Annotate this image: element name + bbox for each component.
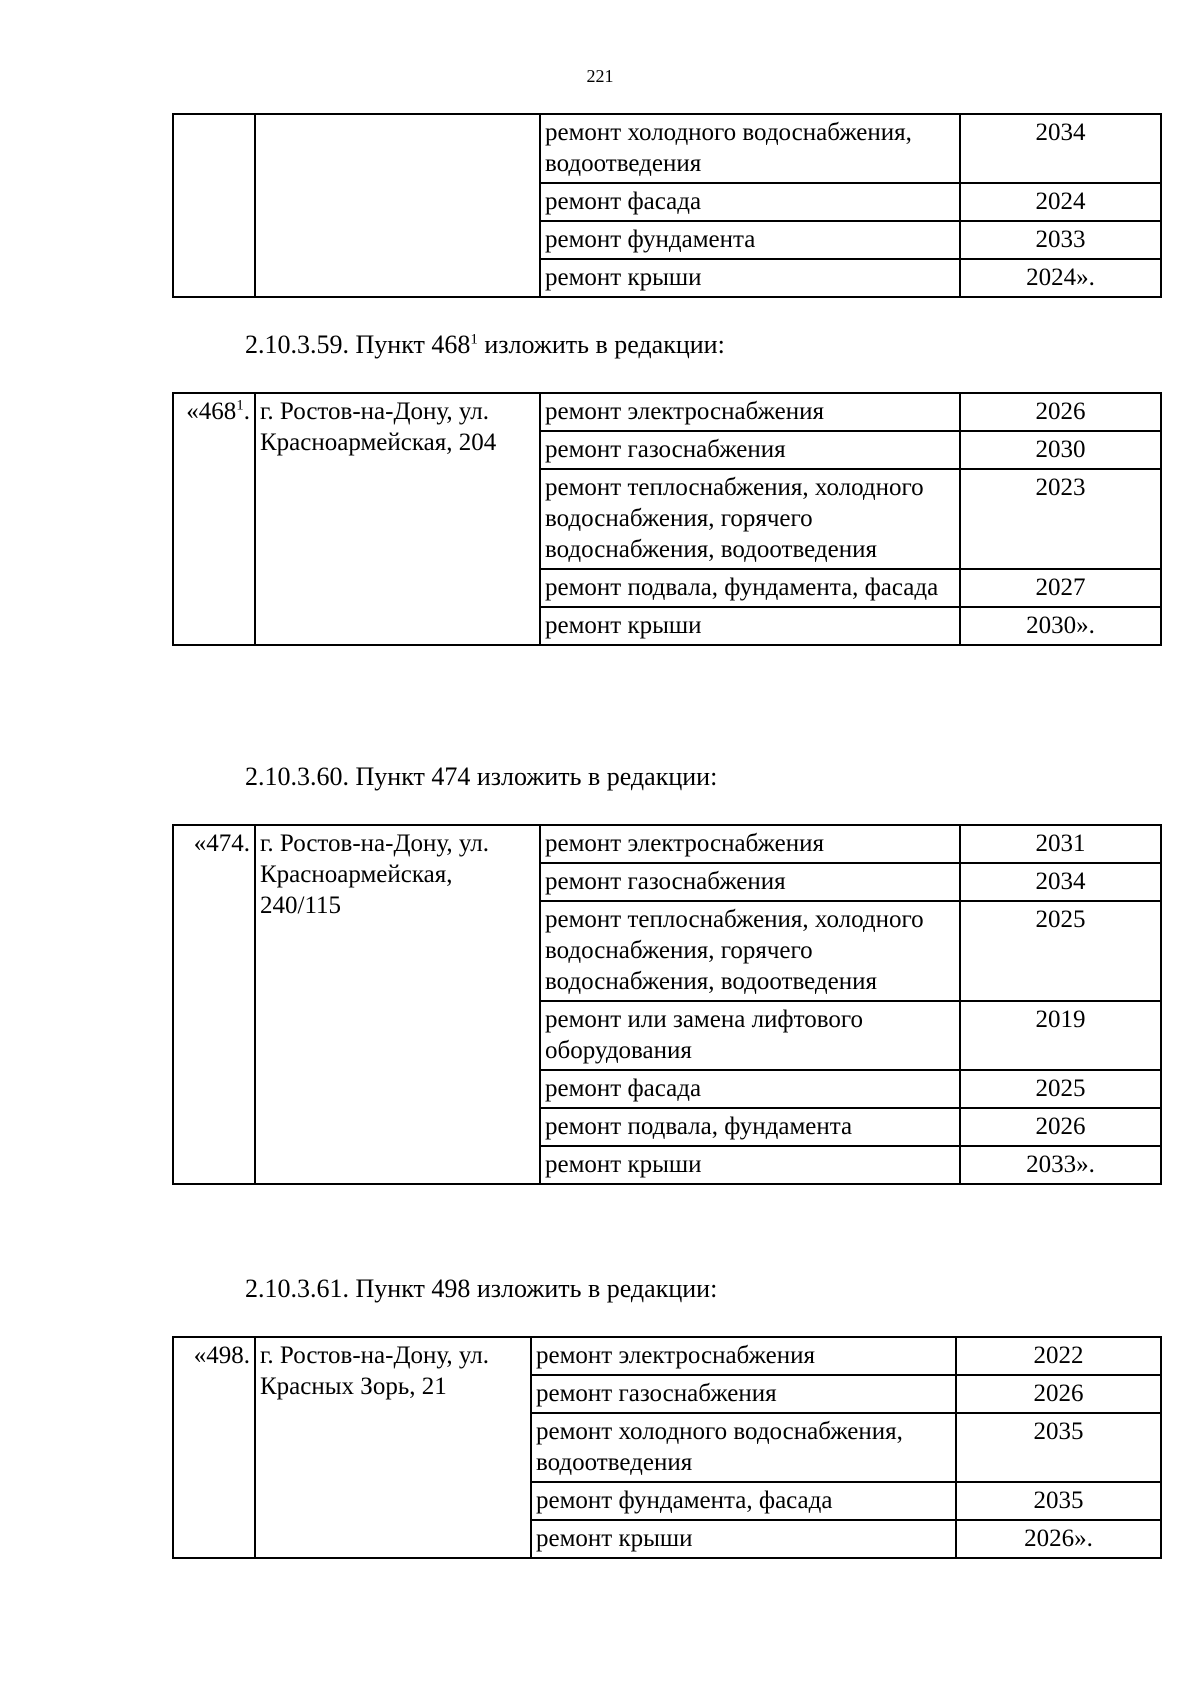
item-number-cell bbox=[173, 114, 255, 297]
year-cell: 2030 bbox=[960, 431, 1161, 469]
work-cell: ремонт электроснабжения bbox=[540, 393, 960, 431]
work-cell: ремонт электроснабжения bbox=[540, 825, 960, 863]
work-cell: ремонт крыши bbox=[540, 259, 960, 297]
heading-text: 2.10.3.59. Пункт 468 bbox=[245, 330, 471, 359]
year-cell: 2034 bbox=[960, 114, 1161, 183]
year-cell: 2019 bbox=[960, 1001, 1161, 1070]
table-item-474 bbox=[172, 824, 1162, 1185]
year-cell: 2025 bbox=[960, 1070, 1161, 1108]
year-cell: 2022 bbox=[956, 1337, 1161, 1375]
year-cell: 2031 bbox=[960, 825, 1161, 863]
year-cell: 2026 bbox=[960, 1108, 1161, 1146]
year-cell: 2026». bbox=[956, 1520, 1161, 1558]
table-item-468-1 bbox=[172, 392, 1162, 646]
item-number-cell: «498. bbox=[173, 1337, 255, 1558]
superscript: 1 bbox=[470, 331, 478, 348]
work-cell: ремонт подвала, фундамента, фасада bbox=[540, 569, 960, 607]
work-cell: ремонт электроснабжения bbox=[531, 1337, 956, 1375]
year-cell: 2030». bbox=[960, 607, 1161, 645]
work-cell: ремонт фундамента, фасада bbox=[531, 1482, 956, 1520]
table-row bbox=[173, 393, 1161, 431]
work-cell: ремонт или замена лифтового оборудования bbox=[540, 1001, 960, 1070]
table-row bbox=[173, 114, 1161, 183]
item-number: . bbox=[243, 398, 250, 425]
year-cell: 2023 bbox=[960, 469, 1161, 569]
section-heading: 2.10.3.60. Пункт 474 изложить в редакции: bbox=[245, 762, 718, 791]
work-cell: ремонт холодного водоснабжения, водоотведения bbox=[540, 114, 960, 183]
year-cell: 2033». bbox=[960, 1146, 1161, 1184]
work-cell: ремонт крыши bbox=[531, 1520, 956, 1558]
year-cell: 2025 bbox=[960, 901, 1161, 1001]
table-item-498 bbox=[172, 1336, 1162, 1559]
work-cell: ремонт фасада bbox=[540, 1070, 960, 1108]
superscript: 1 bbox=[236, 397, 244, 414]
section-heading: 2.10.3.61. Пункт 498 изложить в редакции: bbox=[245, 1274, 718, 1303]
work-cell: ремонт теплоснабжения, холодного водоснабжения, горячего водоснабжения, водоотведения bbox=[540, 901, 960, 1001]
work-cell: ремонт газоснабжения bbox=[540, 431, 960, 469]
year-cell: 2035 bbox=[956, 1413, 1161, 1482]
work-cell: ремонт крыши bbox=[540, 607, 960, 645]
year-cell: 2027 bbox=[960, 569, 1161, 607]
work-cell: ремонт фундамента bbox=[540, 221, 960, 259]
work-cell: ремонт газоснабжения bbox=[531, 1375, 956, 1413]
year-cell: 2024 bbox=[960, 183, 1161, 221]
item-number: «468 bbox=[186, 398, 237, 425]
section-heading bbox=[245, 330, 725, 360]
table-row bbox=[173, 825, 1161, 863]
work-cell: ремонт фасада bbox=[540, 183, 960, 221]
work-cell: ремонт подвала, фундамента bbox=[540, 1108, 960, 1146]
year-cell: 2034 bbox=[960, 863, 1161, 901]
work-cell: ремонт крыши bbox=[540, 1146, 960, 1184]
address-cell: г. Ростов-на-Дону, ул. Красноармейская, 204 bbox=[255, 393, 540, 645]
year-cell: 2033 bbox=[960, 221, 1161, 259]
address-cell: г. Ростов-на-Дону, ул. Красноармейская, 240/115 bbox=[255, 825, 540, 1184]
continuation-table bbox=[172, 113, 1162, 298]
year-cell: 2026 bbox=[960, 393, 1161, 431]
year-cell: 2035 bbox=[956, 1482, 1161, 1520]
table-row bbox=[173, 1337, 1161, 1375]
address-cell: г. Ростов-на-Дону, ул. Красных Зорь, 21 bbox=[255, 1337, 531, 1558]
page-number: 221 bbox=[586, 66, 614, 86]
work-cell: ремонт холодного водоснабжения, водоотведения bbox=[531, 1413, 956, 1482]
heading-text: изложить в редакции: bbox=[477, 330, 725, 359]
work-cell: ремонт теплоснабжения, холодного водоснабжения, горячего водоснабжения, водоотведения bbox=[540, 469, 960, 569]
year-cell: 2026 bbox=[956, 1375, 1161, 1413]
item-number-cell bbox=[173, 393, 255, 645]
address-cell bbox=[255, 114, 540, 297]
year-cell: 2024». bbox=[960, 259, 1161, 297]
work-cell: ремонт газоснабжения bbox=[540, 863, 960, 901]
item-number-cell: «474. bbox=[173, 825, 255, 1184]
